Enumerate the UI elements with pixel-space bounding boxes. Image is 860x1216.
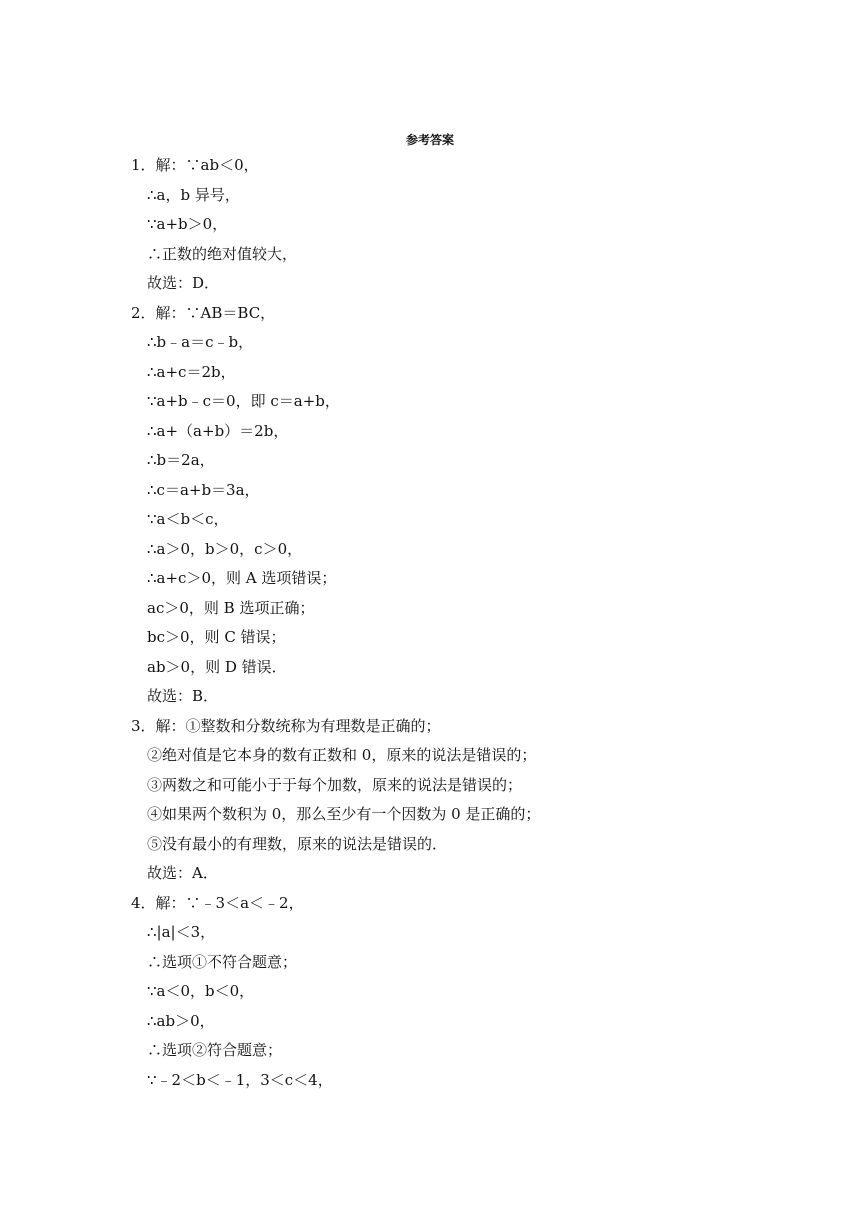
solution-2-line: ac＞0，则 B 选项正确； [147,599,315,617]
solution-2-line: 故选：B． [147,687,219,705]
solution-1-line: ∵a+b＞0， [147,215,228,233]
solution-3-line: ②绝对值是它本身的数有正数和 0，原来的说法是错误的； [147,746,537,764]
solution-4-line: ∵﹣2＜b＜﹣1，3＜c＜4， [147,1071,333,1089]
solution-4-line: ∴选项①不符合题意； [147,953,298,971]
solution-2-line: ∴c＝a+b＝3a， [147,481,260,499]
solution-3-line: ③两数之和可能小于于每个加数，原来的说法是错误的； [147,776,523,794]
solution-2-line: ∵a+b﹣c＝0，即 c＝a+b， [147,392,340,410]
solution-3-line: 3．解：①整数和分数统称为有理数是正确的； [131,717,441,735]
solution-2-line: ∴b﹣a＝c﹣b， [147,333,254,351]
solution-4-line: ∴选项②符合题意； [147,1041,283,1059]
solution-3-line: ④如果两个数积为 0，那么至少有一个因数为 0 是正确的； [147,805,541,823]
solution-4-line: ∴|a|＜3， [147,923,216,941]
solution-2-line: ab＞0，则 D 错误． [147,658,287,676]
solution-1-line: ∴正数的绝对值较大， [147,245,298,263]
solution-1-line: ∴a，b 异号， [147,186,240,204]
solution-1-line: 1．解：∵ab＜0， [131,156,259,174]
solution-2-line: ∴a+c＝2b， [147,363,236,381]
solution-2-line: ∵a＜b＜c， [147,510,229,528]
solution-2-line: ∴b＝2a， [147,451,215,469]
solution-4-line: ∴ab＞0， [147,1012,215,1030]
solution-4-line: 4．解：∵﹣3＜a＜﹣2， [131,894,304,912]
solution-1-line: 故选：D． [147,274,220,292]
page-title: 参考答案 [405,133,454,147]
solution-3-line: 故选：A． [147,864,218,882]
solution-2-line: ∴a＞0，b＞0，c＞0， [147,540,303,558]
solution-2-line: 2．解：∵AB＝BC， [131,304,276,322]
solution-4-line: ∵a＜0，b＜0， [147,982,255,1000]
solution-2-line: bc＞0，则 C 错误； [147,628,286,646]
solution-2-line: ∴a+（a+b）＝2b， [147,422,289,440]
solution-3-line: ⑤没有最小的有理数，原来的说法是错误的． [147,835,448,853]
solution-2-line: ∴a+c＞0，则 A 选项错误； [147,569,337,587]
